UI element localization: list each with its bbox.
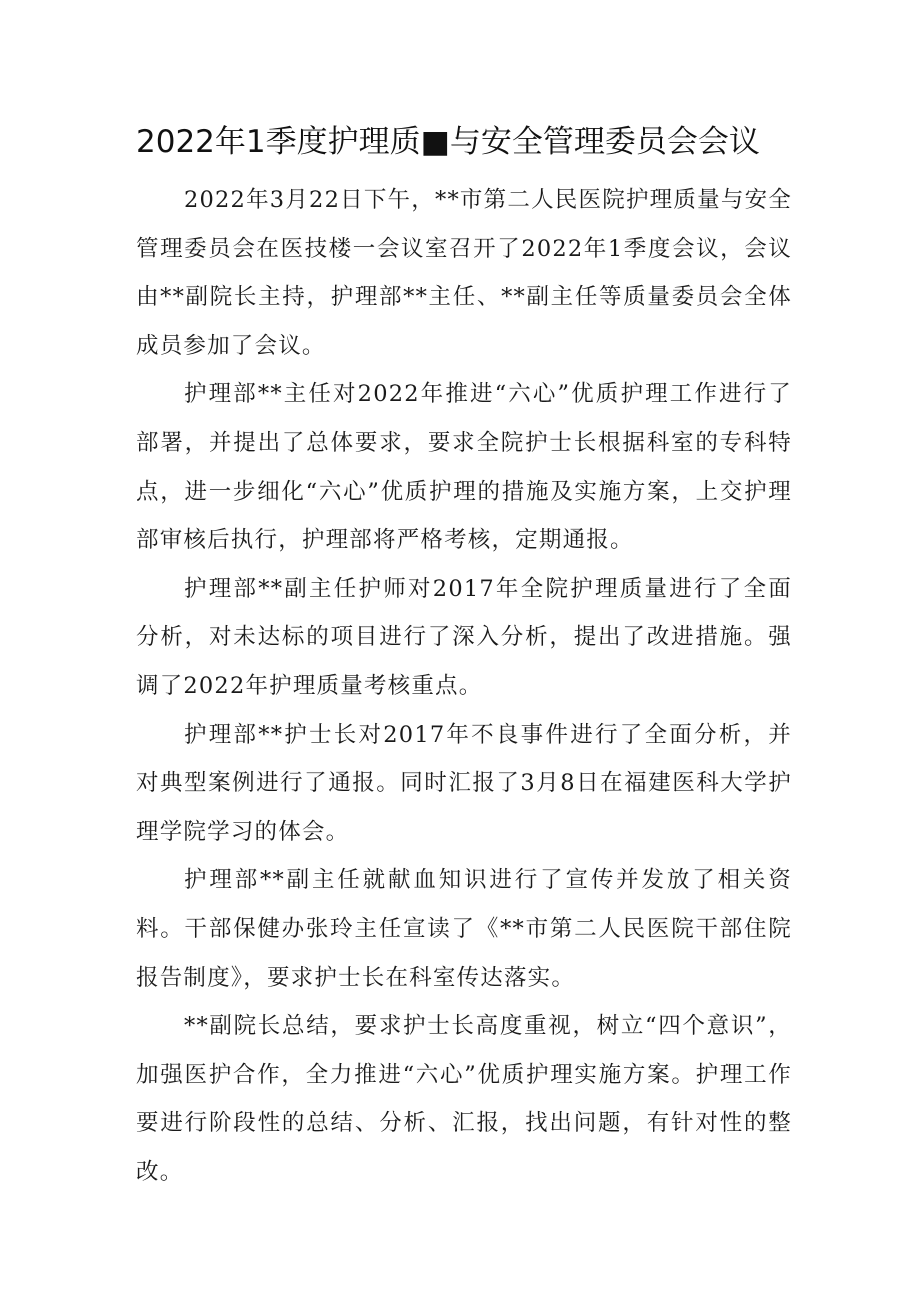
document-title: 2022年1季度护理质■与安全管理委员会会议 bbox=[136, 124, 760, 160]
paragraph-adverse-events: 护理部**护士长对2017年不良事件进行了全面分析，并对典型案例进行了通报。同时汇报了3月8日在福建医科大学护理学院学习的体会。 bbox=[136, 721, 792, 845]
paragraph-blood-donation: 护理部**副主任就献血知识进行了宣传并发放了相关资料。干部保健办张玲主任宣读了《**市第二人民医院干部住院报告制度》，要求护士长在科室传达落实。 bbox=[136, 867, 792, 991]
document-body bbox=[136, 176, 792, 1196]
paragraph-meeting-intro: 2022年3月22日下午，**市第二人民医院护理质量与安全管理委员会在医技楼一会议室召开了2022年1季度会议，会议由**副院长主持，护理部**主任、**副主任等质量委员会全体成员参加了会议。 bbox=[136, 187, 792, 359]
paragraph-six-hearts-plan: 护理部**主任对2022年推进“六心”优质护理工作进行了部署，并提出了总体要求，要求全院护士长根据科室的专科特点，进一步细化“六心”优质护理的措施及实施方案，上交护理部审核后执行，护理部将严格考核，定期通报。 bbox=[136, 381, 792, 554]
paragraph-quality-analysis: 护理部**副主任护师对2017年全院护理质量进行了全面分析，对未达标的项目进行了深入分析，提出了改进措施。强调了2022年护理质量考核重点。 bbox=[136, 575, 792, 699]
paragraph-summary: **副院长总结，要求护士长高度重视，树立“四个意识”，加强医护合作，全力推进“六心”优质护理实施方案。护理工作要进行阶段性的总结、分析、汇报，找出问题，有针对性的整改。 bbox=[136, 1013, 792, 1185]
